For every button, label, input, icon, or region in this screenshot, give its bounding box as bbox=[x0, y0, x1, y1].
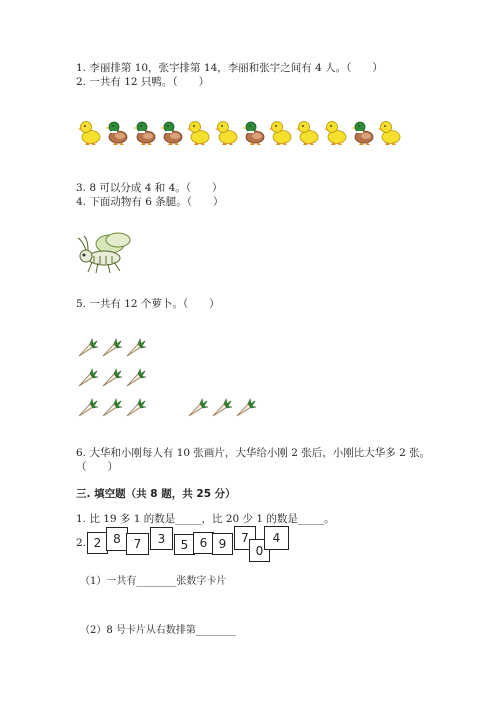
number-card: 0 bbox=[249, 539, 270, 562]
carrot-icon bbox=[234, 395, 256, 417]
question-1: 1. 李丽排第 10，张宇排第 14，李丽和张宇之间有 4 人。（ ） bbox=[76, 62, 383, 74]
number-card: 7 bbox=[234, 526, 256, 550]
bee-icon bbox=[74, 230, 136, 276]
question-6: 6. 大华和小刚每人有 10 张画片，大华给小刚 2 张后，小刚比大华多 2 张。 bbox=[76, 447, 431, 459]
carrot-icon bbox=[100, 395, 122, 417]
carrot-icon bbox=[124, 365, 146, 387]
yellow-duck-icon bbox=[378, 118, 400, 144]
fill-question-2-label: 2. bbox=[76, 537, 87, 549]
number-card: 2 bbox=[87, 532, 108, 554]
fill-question-2-sub-2: （2）8 号卡片从右数排第________ bbox=[80, 625, 236, 636]
mallard-duck-icon bbox=[133, 118, 155, 144]
carrot-icon bbox=[186, 395, 208, 417]
number-card: 4 bbox=[264, 526, 289, 550]
carrot-icon bbox=[76, 395, 98, 417]
number-card: 5 bbox=[174, 534, 195, 555]
question-2: 2. 一共有 12 只鸭。（ ） bbox=[76, 76, 210, 88]
yellow-duck-icon bbox=[324, 118, 346, 144]
yellow-duck-icon bbox=[296, 118, 318, 144]
yellow-duck-icon bbox=[78, 118, 100, 144]
carrot-icon bbox=[100, 335, 122, 357]
number-card: 6 bbox=[193, 532, 214, 554]
number-card: 7 bbox=[126, 533, 149, 555]
mallard-duck-icon bbox=[105, 118, 127, 144]
fill-question-1: 1. 比 19 多 1 的数是_____，比 20 少 1 的数是_____。 bbox=[76, 513, 335, 525]
carrot-icon bbox=[100, 365, 122, 387]
question-6-paren: （ ） bbox=[76, 461, 118, 473]
question-4: 4. 下面动物有 6 条腿。（ ） bbox=[76, 196, 224, 208]
duck-row bbox=[78, 118, 408, 146]
yellow-duck-icon bbox=[269, 118, 291, 144]
number-card: 9 bbox=[212, 533, 233, 555]
fill-question-2-sub-1: （1）一共有________张数字卡片 bbox=[80, 576, 227, 587]
number-card: 3 bbox=[150, 527, 173, 550]
question-3: 3. 8 可以分成 4 和 4。（ ） bbox=[76, 182, 223, 194]
mallard-duck-icon bbox=[351, 118, 373, 144]
carrot-icon bbox=[76, 365, 98, 387]
yellow-duck-icon bbox=[187, 118, 209, 144]
carrot-icon bbox=[76, 335, 98, 357]
section-heading: 三. 填空题（共 8 题，共 25 分） bbox=[76, 488, 236, 500]
number-card: 8 bbox=[106, 527, 128, 551]
carrot-figure bbox=[76, 335, 276, 425]
carrot-icon bbox=[124, 335, 146, 357]
question-5: 5. 一共有 12 个萝卜。（ ） bbox=[76, 298, 220, 310]
carrot-icon bbox=[210, 395, 232, 417]
yellow-duck-icon bbox=[215, 118, 237, 144]
mallard-duck-icon bbox=[160, 118, 182, 144]
mallard-duck-icon bbox=[242, 118, 264, 144]
carrot-icon bbox=[124, 395, 146, 417]
